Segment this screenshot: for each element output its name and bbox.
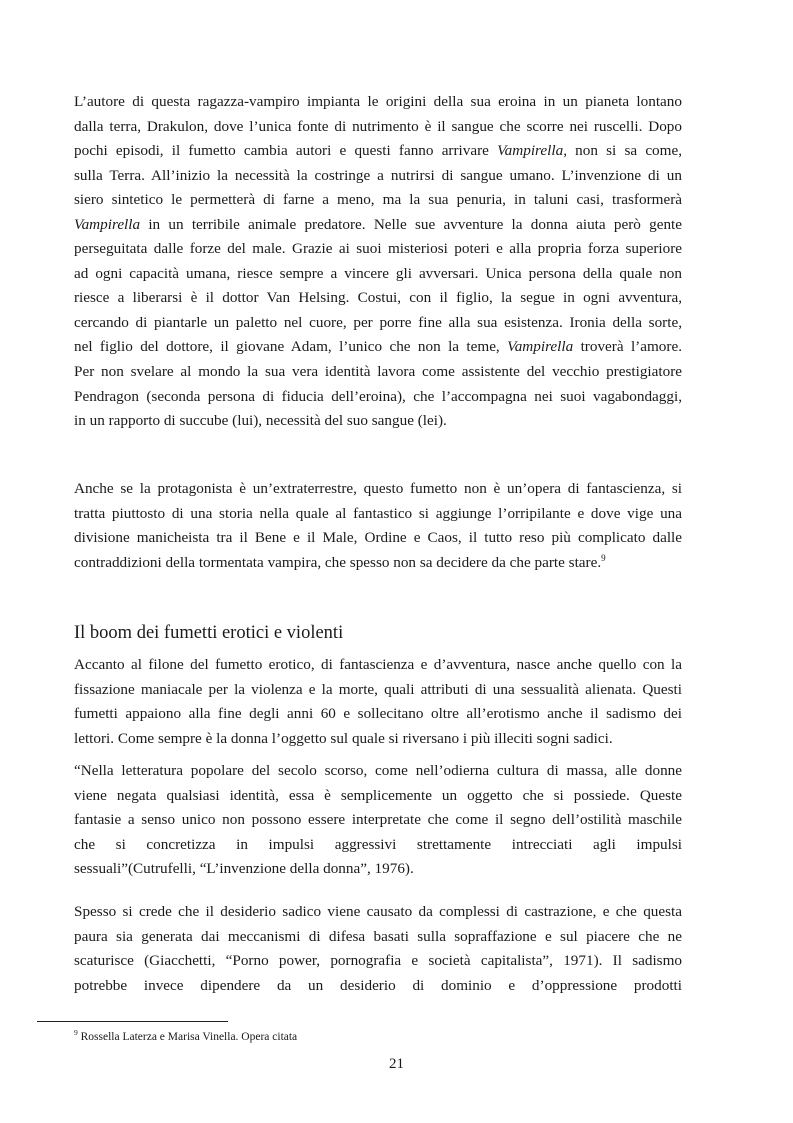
paragraph-violent-comics	[74, 653, 682, 751]
text-segment: Per non svelare al mondo la sua vera identità lavora come assistente del vecchio prestigiatore	[74, 363, 682, 381]
text-line	[74, 213, 682, 238]
text-segment: fantasie a senso unico non possono essere interpretate che come il segno dell’ostilità maschile	[74, 811, 682, 829]
text-segment: divisione manicheista tra il Bene e il Male, Ordine e Caos, il tutto reso più complicato dalle	[74, 529, 682, 547]
text-line	[74, 502, 682, 527]
text-segment: in un rapporto di succube (lui), necessità del suo sangue (lei).	[74, 412, 447, 430]
text-segment: Spesso si crede che il desiderio sadico viene causato da complessi di castrazione, e che questa	[74, 903, 682, 920]
text-line	[74, 409, 682, 434]
text-line	[74, 900, 682, 925]
text-segment: che si concretizza in impulsi aggressivi strettamente intrecciati agli impulsi	[74, 835, 682, 853]
italic-title: Vampirella	[497, 142, 564, 160]
text-segment: fissazione maniacale per la violenza e la morte, quali attributi di una sessualità alienata. Questi	[74, 680, 682, 698]
footnote-reference: 9	[601, 552, 606, 563]
text-segment: sessuali”(Cutrufelli, “L’invenzione della donna”, 1976).	[74, 860, 414, 878]
text-segment: riesce a liberarsi è il dottor Van Helsing. Costui, con il figlio, la segue in ogni avventura,	[74, 289, 682, 307]
text-line	[74, 974, 682, 999]
italic-title: Vampirella	[74, 215, 141, 233]
text-line	[74, 115, 682, 140]
text-line	[74, 759, 682, 784]
text-line	[74, 164, 682, 189]
text-segment: perseguitata dalle forze del male. Grazie ai suoi misteriosi poteri e alla propria forza superiore	[74, 240, 682, 258]
text-segment: nel figlio del dottore, il giovane Adam, l’unico che non la teme,	[74, 338, 508, 356]
text-line	[74, 262, 682, 287]
text-segment: , non si sa come,	[563, 142, 683, 160]
text-line	[74, 360, 682, 385]
text-line	[74, 925, 682, 950]
text-segment: troverà l’amore.	[573, 338, 682, 356]
text-line	[74, 678, 682, 703]
text-segment: paura sia generata dai meccanismi di difesa basati sulla sopraffazione e sul piacere che ne	[74, 927, 682, 945]
text-segment: viene negata qualsiasi identità, essa è semplicemente un oggetto che si possiede. Queste	[74, 786, 682, 804]
paragraph-protagonist-genre	[74, 477, 682, 575]
text-segment: “Nella letteratura popolare del secolo scorso, come nell’odierna cultura di massa, alle donne	[74, 762, 682, 779]
text-line	[74, 385, 682, 410]
text-line	[74, 808, 682, 833]
text-line	[74, 188, 682, 213]
text-line	[74, 653, 682, 678]
text-segment: ad ogni capacità umana, riesce sempre a vincere gli avversari. Unica persona della quale non	[74, 264, 682, 282]
text-line	[74, 702, 682, 727]
text-line	[74, 727, 682, 752]
paragraph-quotation-cutrufelli	[74, 759, 682, 882]
text-segment: scaturisce (Giacchetti, “Porno power, pornografia e società capitalista”, 1971). Il sadismo	[74, 952, 682, 970]
text-segment: cercando di piantarle un paletto nel cuore, per porre fine alla sua esistenza. Ironia della sorte,	[74, 313, 682, 331]
section-heading: Il boom dei fumetti erotici e violenti	[74, 623, 344, 643]
text-segment: pochi episodi, il fumetto cambia autori e questi fanno arrivare	[74, 142, 498, 160]
text-segment: contraddizioni della tormentata vampira, che spesso non sa decidere da che parte stare.	[74, 553, 602, 571]
paragraph-vampirella-origins	[74, 90, 682, 434]
text-line	[74, 237, 682, 262]
text-line	[74, 286, 682, 311]
text-segment: sulla Terra. All’inizio la necessità la costringe a nutrirsi di sangue umano. L’invenzione di un	[74, 166, 682, 184]
text-line	[74, 784, 682, 809]
text-segment: Pendragon (seconda persona di fiducia dell’eroina), che l’accompagna nei suoi vagabondaggi,	[74, 387, 682, 405]
text-segment: siero sintetico le permetterà di farne a meno, ma la sua penuria, in taluni casi, trasformerà	[74, 191, 682, 209]
text-line	[74, 335, 682, 360]
text-line	[74, 311, 682, 336]
text-segment: potrebbe invece dipendere da un desiderio di dominio e d’oppressione prodotti	[74, 976, 682, 994]
footnote-separator	[37, 1021, 228, 1022]
text-line	[74, 139, 682, 164]
text-line	[74, 949, 682, 974]
text-segment: fumetti appaiono alla fine degli anni 60 e sollecitano oltre all’erotismo anche il sadismo dei	[74, 705, 682, 723]
text-line	[74, 857, 682, 882]
text-line	[74, 90, 682, 115]
italic-title: Vampirella	[507, 338, 574, 356]
text-segment: dalla terra, Drakulon, dove l’unica fonte di nutrimento è il sangue che scorre nei ruscelli. Dopo	[74, 117, 682, 135]
text-segment: tratta piuttosto di una storia nella quale al fantastico si aggiunge l’orripilante e dove vige una	[74, 504, 682, 522]
text-segment: in un terribile animale predatore. Nelle sue avventure la donna aiuta però gente	[140, 215, 682, 233]
text-segment: Anche se la protagonista è un’extraterrestre, questo fumetto non è un’opera di fantascienza, si	[74, 480, 682, 497]
text-line	[74, 477, 682, 502]
footnote	[74, 1029, 297, 1045]
text-segment: L’autore di questa ragazza-vampiro impianta le origini della sua eroina in un pianeta lontano	[74, 93, 682, 110]
text-segment: Accanto al filone del fumetto erotico, di fantascienza e d’avventura, nasce anche quello con la	[74, 656, 682, 673]
text-line	[74, 833, 682, 858]
footnote-number: 9	[74, 1028, 78, 1038]
page-number: 21	[389, 1056, 404, 1072]
footnote-text: Rossella Laterza e Marisa Vinella. Opera citata	[80, 1031, 298, 1043]
paragraph-sadism	[74, 900, 682, 998]
text-segment: lettori. Come sempre è la donna l’oggetto sul quale si riversano i più illeciti sogni sadici.	[74, 729, 613, 747]
text-line	[74, 526, 682, 551]
text-line	[74, 551, 682, 576]
